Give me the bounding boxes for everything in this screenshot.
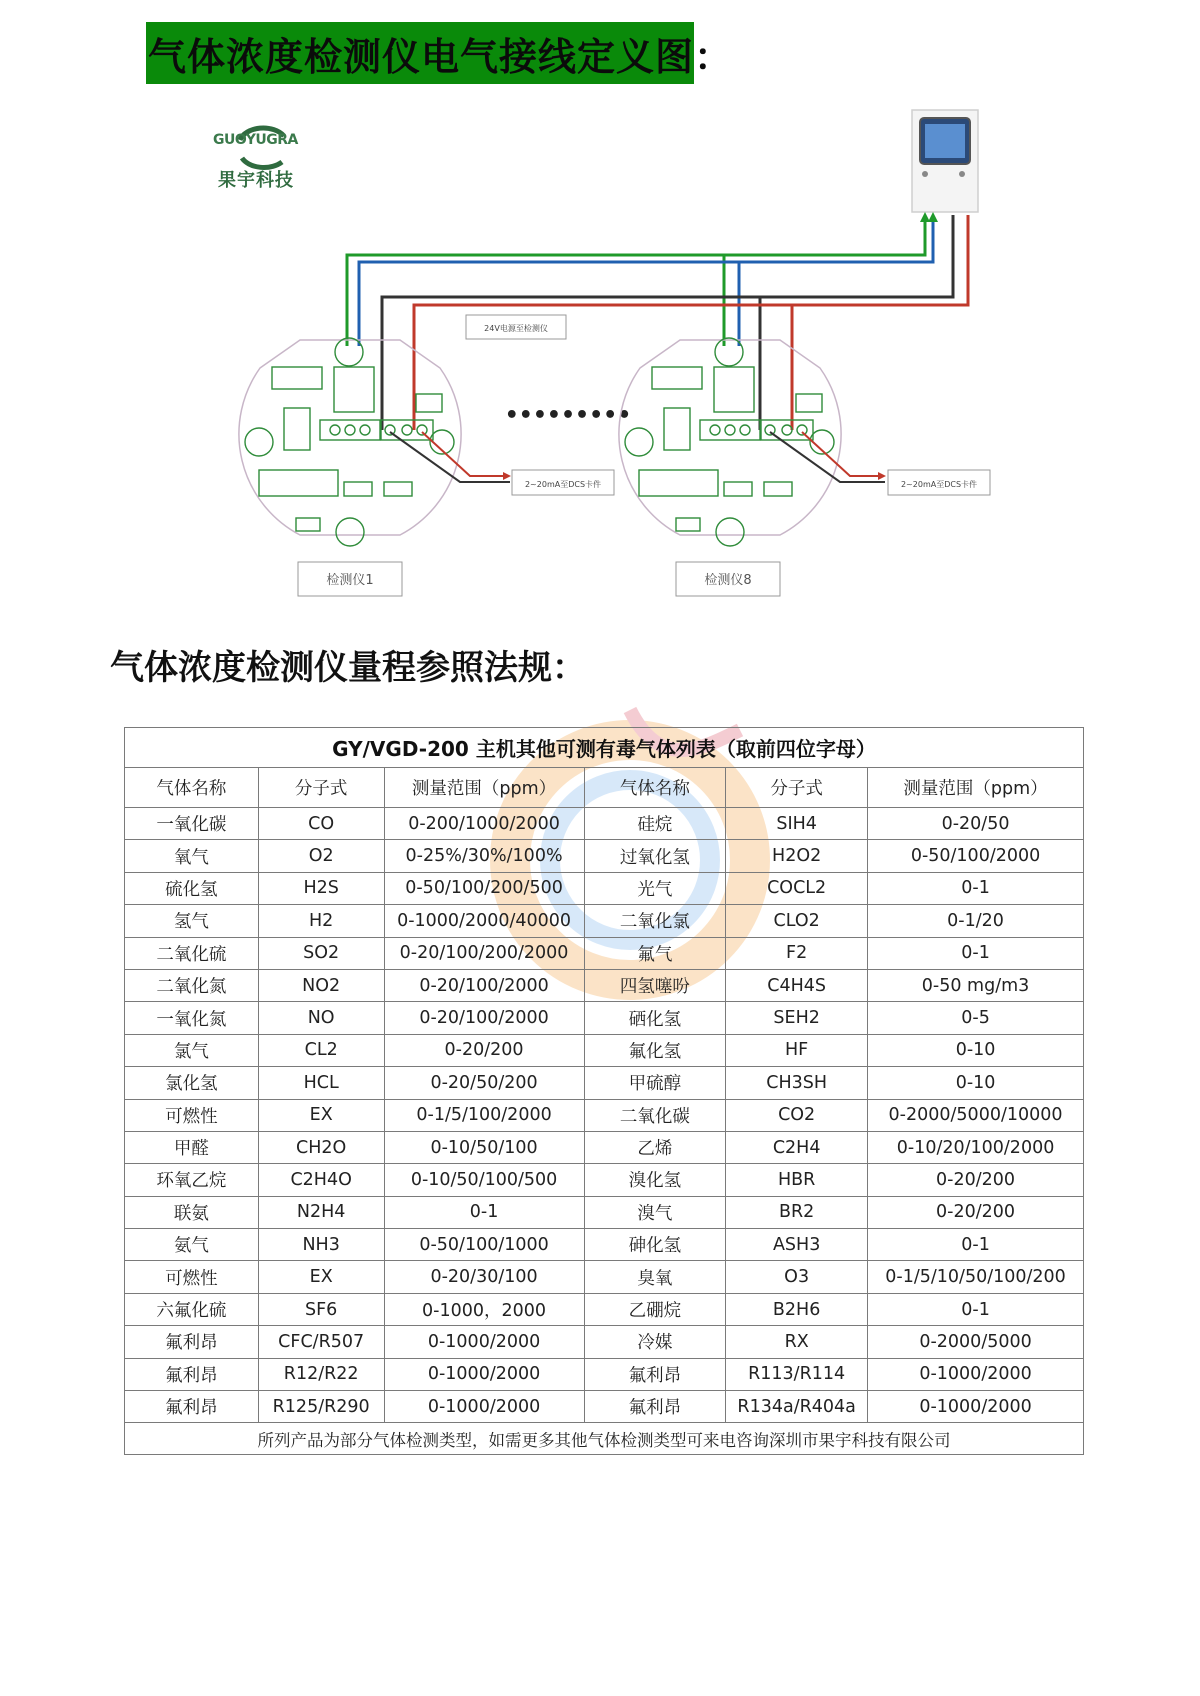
cell-gas-name: 乙烯: [584, 1131, 726, 1163]
svg-text:•••••••••: •••••••••: [504, 403, 632, 428]
cell-range: 0-10: [868, 1067, 1084, 1099]
cell-range: 0-20/100/2000: [384, 969, 584, 1001]
logo-brand-cn: 果宇科技: [218, 170, 294, 191]
controller-unit-icon: [912, 110, 978, 212]
cell-gas-name: 氟利昂: [125, 1326, 259, 1358]
cell-range: 0-20/200: [868, 1196, 1084, 1228]
cell-gas-name: 氟利昂: [125, 1391, 259, 1423]
cell-formula: O2: [258, 840, 384, 872]
cell-formula: NO: [258, 1002, 384, 1034]
table-row: [125, 1293, 1084, 1325]
cell-range: 0-10/50/100: [384, 1131, 584, 1163]
cell-range: 0-20/200: [384, 1034, 584, 1066]
cell-gas-name: 硒化氢: [584, 1002, 726, 1034]
cell-formula: C2H4O: [258, 1164, 384, 1196]
cell-formula: R125/R290: [258, 1391, 384, 1423]
cell-gas-name: 甲硫醇: [584, 1067, 726, 1099]
cell-range: 0-1: [868, 872, 1084, 904]
cell-gas-name: 可燃性: [125, 1261, 259, 1293]
cell-formula: R134a/R404a: [726, 1391, 868, 1423]
cell-formula: C2H4: [726, 1131, 868, 1163]
cell-gas-name: 氢气: [125, 905, 259, 937]
table-row: [125, 905, 1084, 937]
svg-text:检测仪1: 检测仪1: [326, 573, 374, 588]
cell-formula: H2O2: [726, 840, 868, 872]
table-row: [125, 1067, 1084, 1099]
header-formula: 分子式: [726, 768, 868, 808]
cell-range: 0-1/20: [868, 905, 1084, 937]
cell-range: 0-1: [868, 1229, 1084, 1261]
cell-gas-name: 溴化氢: [584, 1164, 726, 1196]
cell-gas-name: 硅烷: [584, 808, 726, 840]
table-row: [125, 1391, 1084, 1423]
cell-gas-name: 冷媒: [584, 1326, 726, 1358]
cell-formula: H2: [258, 905, 384, 937]
cell-gas-name: 硫化氢: [125, 872, 259, 904]
cell-gas-name: 六氟化硫: [125, 1293, 259, 1325]
table-row: [125, 1002, 1084, 1034]
cell-gas-name: 联氨: [125, 1196, 259, 1228]
table-header-row: [125, 768, 1084, 808]
cell-range: 0-1: [868, 937, 1084, 969]
cell-formula: ASH3: [726, 1229, 868, 1261]
cell-formula: HBR: [726, 1164, 868, 1196]
cell-gas-name: 甲醛: [125, 1131, 259, 1163]
cell-range: 0-1/5/100/2000: [384, 1099, 584, 1131]
cell-gas-name: 砷化氢: [584, 1229, 726, 1261]
cell-range: 0-200/1000/2000: [384, 808, 584, 840]
svg-text:2~20mA至DCS卡件: 2~20mA至DCS卡件: [900, 480, 978, 489]
cell-gas-name: 一氧化氮: [125, 1002, 259, 1034]
header-gas-name: 气体名称: [584, 768, 726, 808]
cell-range: 0-1/5/10/50/100/200: [868, 1261, 1084, 1293]
cell-gas-name: 臭氧: [584, 1261, 726, 1293]
cell-range: 0-1000/2000: [868, 1391, 1084, 1423]
cell-range: 0-50/100/200/500: [384, 872, 584, 904]
cell-formula: CH3SH: [726, 1067, 868, 1099]
cell-gas-name: 乙硼烷: [584, 1293, 726, 1325]
cell-gas-name: 溴气: [584, 1196, 726, 1228]
cell-range: 0-20/30/100: [384, 1261, 584, 1293]
table-body: [125, 808, 1084, 1423]
cell-gas-name: 可燃性: [125, 1099, 259, 1131]
table-row: [125, 1358, 1084, 1390]
cell-formula: HCL: [258, 1067, 384, 1099]
cell-gas-name: 氨气: [125, 1229, 259, 1261]
cell-formula: NH3: [258, 1229, 384, 1261]
cell-formula: EX: [258, 1099, 384, 1131]
cell-range: 0-10: [868, 1034, 1084, 1066]
cell-range: 0-50/100/1000: [384, 1229, 584, 1261]
cell-formula: SEH2: [726, 1002, 868, 1034]
cell-formula: HF: [726, 1034, 868, 1066]
cell-formula: SIH4: [726, 808, 868, 840]
cell-gas-name: 氯气: [125, 1034, 259, 1066]
cell-range: 0-25%/30%/100%: [384, 840, 584, 872]
table-row: [125, 1326, 1084, 1358]
cell-range: 0-1000/2000/40000: [384, 905, 584, 937]
cell-gas-name: 二氧化硫: [125, 937, 259, 969]
cell-range: 0-5: [868, 1002, 1084, 1034]
cell-formula: EX: [258, 1261, 384, 1293]
cell-formula: BR2: [726, 1196, 868, 1228]
cell-range: 0-50 mg/m3: [868, 969, 1084, 1001]
cell-formula: N2H4: [258, 1196, 384, 1228]
cell-range: 0-2000/5000: [868, 1326, 1084, 1358]
cell-formula: CH2O: [258, 1131, 384, 1163]
cell-formula: CFC/R507: [258, 1326, 384, 1358]
cell-formula: SO2: [258, 937, 384, 969]
cell-range: 0-1: [868, 1293, 1084, 1325]
cell-range: 0-1000，2000: [384, 1293, 584, 1325]
page-title: 气体浓度检测仪电气接线定义图：: [148, 34, 734, 79]
table-row: [125, 969, 1084, 1001]
cell-formula: COCL2: [726, 872, 868, 904]
cell-formula: R113/R114: [726, 1358, 868, 1390]
gas-range-table: [124, 727, 1084, 1455]
detector-1-components: [245, 338, 454, 546]
cell-formula: H2S: [258, 872, 384, 904]
table-row: [125, 1099, 1084, 1131]
cell-gas-name: 二氧化氮: [125, 969, 259, 1001]
cell-range: 0-10/50/100/500: [384, 1164, 584, 1196]
table-caption: GY/VGD-200 主机其他可测有毒气体列表（取前四位字母）: [125, 728, 1084, 768]
header-range: 测量范围（ppm）: [868, 768, 1084, 808]
detector-8-components: [625, 338, 834, 546]
cell-formula: O3: [726, 1261, 868, 1293]
cell-gas-name: 氧气: [125, 840, 259, 872]
table-row: [125, 1261, 1084, 1293]
section-title: 气体浓度检测仪量程参照法规：: [110, 648, 586, 688]
logo-brand-en: GUOYUGRA: [213, 132, 298, 148]
cell-gas-name: 环氧乙烷: [125, 1164, 259, 1196]
table-row: [125, 1034, 1084, 1066]
cell-gas-name: 光气: [584, 872, 726, 904]
cell-formula: SF6: [258, 1293, 384, 1325]
cell-formula: F2: [726, 937, 868, 969]
cell-formula: NO2: [258, 969, 384, 1001]
cell-formula: CO: [258, 808, 384, 840]
cell-gas-name: 二氧化碳: [584, 1099, 726, 1131]
svg-text:2~20mA至DCS卡件: 2~20mA至DCS卡件: [524, 480, 602, 489]
table-row: [125, 1196, 1084, 1228]
cell-range: 0-10/20/100/2000: [868, 1131, 1084, 1163]
cell-gas-name: 过氧化氢: [584, 840, 726, 872]
cell-range: 0-20/100/2000: [384, 1002, 584, 1034]
cell-formula: C4H4S: [726, 969, 868, 1001]
cell-range: 0-1000/2000: [384, 1326, 584, 1358]
cell-range: 0-1000/2000: [384, 1391, 584, 1423]
cell-range: 0-2000/5000/10000: [868, 1099, 1084, 1131]
cell-gas-name: 二氧化氯: [584, 905, 726, 937]
cell-gas-name: 氟气: [584, 937, 726, 969]
cell-formula: B2H6: [726, 1293, 868, 1325]
cell-range: 0-20/50/200: [384, 1067, 584, 1099]
table-footer-row: [125, 1423, 1084, 1455]
cell-gas-name: 四氢噻吩: [584, 969, 726, 1001]
cell-formula: CLO2: [726, 905, 868, 937]
header-formula: 分子式: [258, 768, 384, 808]
cell-range: 0-20/100/200/2000: [384, 937, 584, 969]
cell-gas-name: 氯化氢: [125, 1067, 259, 1099]
cell-range: 0-1000/2000: [868, 1358, 1084, 1390]
table-row: [125, 808, 1084, 840]
header-gas-name: 气体名称: [125, 768, 259, 808]
cell-gas-name: 氟化氢: [584, 1034, 726, 1066]
svg-text:检测仪8: 检测仪8: [704, 573, 752, 588]
table-row: [125, 1229, 1084, 1261]
table-caption-row: [125, 728, 1084, 768]
table-row: [125, 840, 1084, 872]
table-row: [125, 1131, 1084, 1163]
wiring-diagram: [0, 0, 1200, 610]
cell-gas-name: 一氧化碳: [125, 808, 259, 840]
table-row: [125, 937, 1084, 969]
cell-formula: CO2: [726, 1099, 868, 1131]
cell-range: 0-20/50: [868, 808, 1084, 840]
cell-gas-name: 氟利昂: [125, 1358, 259, 1390]
table-row: [125, 1164, 1084, 1196]
table-footer-note: 所列产品为部分气体检测类型，如需更多其他气体检测类型可来电咨询深圳市果宇科技有限公司: [125, 1423, 1084, 1455]
cell-range: 0-50/100/2000: [868, 840, 1084, 872]
cell-gas-name: 氟利昂: [584, 1391, 726, 1423]
header-range: 测量范围（ppm）: [384, 768, 584, 808]
cell-range: 0-1000/2000: [384, 1358, 584, 1390]
table-row: [125, 872, 1084, 904]
cell-formula: RX: [726, 1326, 868, 1358]
cell-range: 0-1: [384, 1196, 584, 1228]
cell-formula: CL2: [258, 1034, 384, 1066]
svg-text:24V电源至检测仪: 24V电源至检测仪: [484, 324, 548, 333]
cell-formula: R12/R22: [258, 1358, 384, 1390]
cell-gas-name: 氟利昂: [584, 1358, 726, 1390]
cell-range: 0-20/200: [868, 1164, 1084, 1196]
